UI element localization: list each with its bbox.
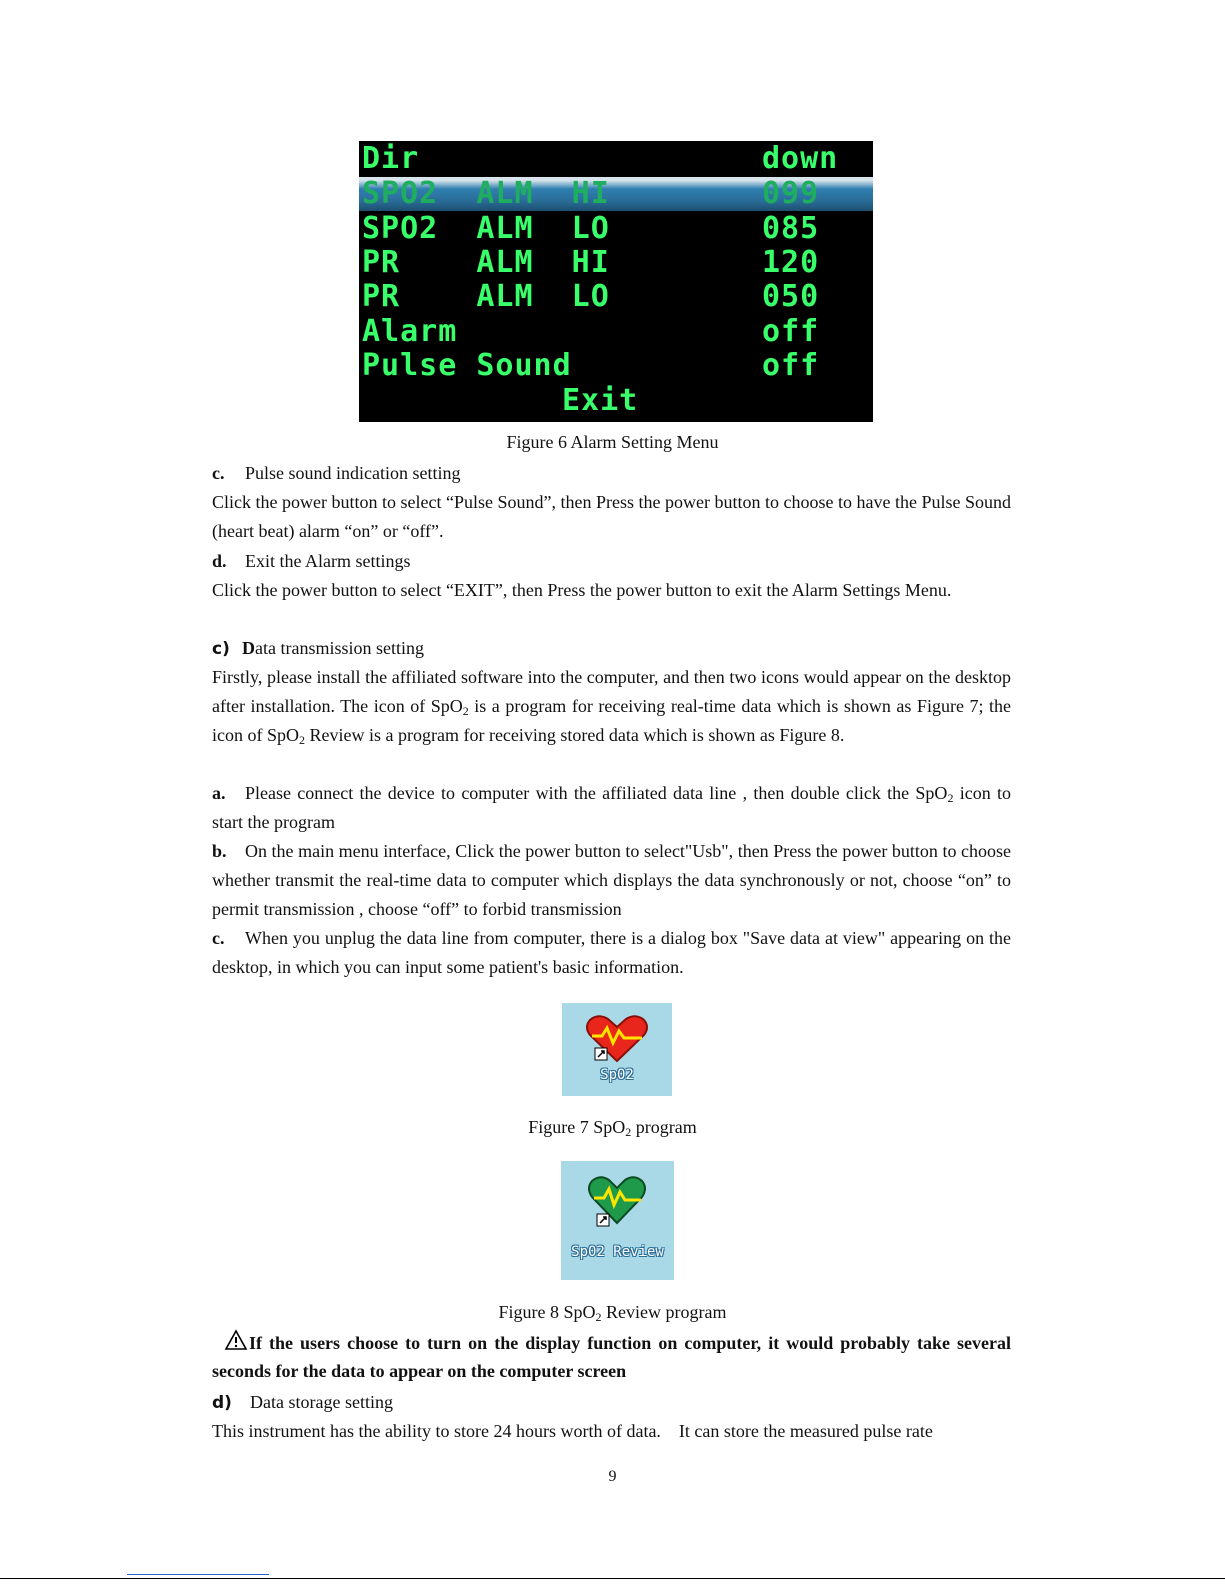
section-title: Pulse sound indication setting: [245, 463, 461, 483]
menu-row-dir: [359, 142, 873, 176]
footnote-link-underline: [127, 1574, 269, 1575]
menu-row-label: Alarm: [362, 314, 458, 349]
icon-label: Sp02 Review: [571, 1244, 664, 1260]
menu-row-pr-alm-hi: [359, 246, 873, 280]
data-transmission-intro: [212, 663, 1011, 750]
step-b: [212, 837, 1011, 924]
menu-row-alarm: [359, 315, 873, 349]
menu-row-value: 099: [762, 176, 820, 211]
section-title-initial: D: [242, 638, 255, 658]
intro-text: Firstly, please install the affiliated software into the computer, and then two icons would appear on the desktop after installation. The icon of SpO: [212, 667, 1011, 716]
menu-row-label: Dir: [362, 141, 420, 176]
menu-row-spo2-alm-lo: [359, 212, 873, 246]
menu-row-value: 050: [762, 279, 820, 314]
step-text: When you unplug the data line from computer, there is a dialog box "Save data at view" appearing on the desktop, in which you can input some patient's basic information.: [212, 928, 1011, 977]
menu-row-value: 085: [762, 211, 820, 246]
step-c: [212, 924, 1011, 982]
list-marker: d.: [212, 551, 227, 571]
list-marker: c): [212, 639, 230, 659]
menu-row-value: off: [762, 348, 820, 383]
list-marker: b.: [212, 841, 227, 861]
list-marker: a.: [212, 783, 226, 803]
step-text: On the main menu interface, Click the power button to select"Usb", then Press the power button to choose whether transmit the real-time data to computer which displays the data synchronously or not, choose “on” to permit transmission , choose “off” to forbid transmission: [212, 841, 1011, 919]
alarm-setting-menu-screen: [359, 141, 873, 422]
menu-row-value: 120: [762, 245, 820, 280]
section-title: Exit the Alarm settings: [245, 551, 411, 571]
page-bottom-rule: [0, 1578, 1225, 1579]
icon-label: Sp02: [600, 1067, 634, 1083]
subscript: 2: [299, 733, 305, 747]
list-marker: c.: [212, 463, 225, 483]
figure6-caption: Figure 6 Alarm Setting Menu: [506, 432, 719, 452]
heart-pulse-icon: [561, 1161, 674, 1280]
menu-row-label: PR ALM HI: [362, 245, 610, 280]
pulse-sound-body: Click the power button to select “Pulse Sound”, then Press the power button to choose to have the Pulse Sound (heart beat) alarm “on” or “off”.: [212, 492, 1011, 541]
menu-row-label: PR ALM LO: [362, 279, 610, 314]
spo2-program-icon[interactable]: [562, 1003, 672, 1096]
data-storage-body: This instrument has the ability to store 24 hours worth of data. It can store the measured pulse rate: [212, 1421, 933, 1441]
menu-row-label: Pulse Sound: [362, 348, 572, 383]
page-number: 9: [608, 1468, 617, 1485]
figure7-caption: [0, 1117, 1225, 1138]
section-title: Data storage setting: [250, 1392, 393, 1412]
menu-row-spo2-alm-hi: [359, 177, 873, 211]
menu-row-label: SPO2 ALM LO: [362, 211, 610, 246]
subscript: 2: [947, 791, 954, 805]
menu-row-label: Exit: [562, 383, 639, 418]
subscript: 2: [595, 1310, 602, 1324]
menu-row-pulse-sound: [359, 349, 873, 383]
caption-text: Review program: [601, 1302, 727, 1322]
exit-alarm-body: Click the power button to select “EXIT”, then Press the power button to exit the Alarm Settings Menu.: [212, 580, 952, 600]
step-a: [212, 779, 1011, 837]
menu-row-label: SPO2 ALM HI: [362, 176, 610, 211]
caption-text: program: [631, 1117, 697, 1137]
warning-triangle-icon: [224, 1329, 248, 1351]
exit-alarm-heading: [212, 547, 410, 576]
menu-row-pr-alm-lo: [359, 280, 873, 314]
menu-row-exit: [359, 384, 873, 418]
data-storage-heading: [212, 1388, 393, 1418]
spo2-review-program-icon[interactable]: [561, 1161, 674, 1280]
caption-text: Figure 8 SpO: [498, 1302, 596, 1322]
step-text: icon to start the program: [212, 783, 1011, 832]
intro-text: Review is a program for receiving stored data which is shown as Figure 8.: [305, 725, 845, 745]
intro-text: is a program for receiving real-time data which is shown as Figure 7; the icon of SpO: [212, 696, 1011, 745]
list-marker: c.: [212, 928, 225, 948]
caption-text: Figure 7 SpO: [528, 1117, 626, 1137]
menu-row-value: down: [762, 141, 839, 176]
figure8-caption: [0, 1302, 1225, 1323]
step-text: Please connect the device to computer with the affiliated data line , then double click the SpO: [245, 783, 948, 803]
data-transmission-heading: [212, 634, 424, 664]
pulse-sound-heading: [212, 459, 461, 488]
section-title: ata transmission setting: [255, 638, 424, 658]
warning-text: If the users choose to turn on the display function on computer, it would probably take several seconds for the data to appear on the computer screen: [212, 1333, 1011, 1381]
menu-row-value: off: [762, 314, 820, 349]
list-marker: d): [212, 1393, 232, 1413]
subscript: 2: [625, 1125, 632, 1139]
subscript: 2: [462, 704, 469, 718]
warning-note: [212, 1329, 1011, 1385]
